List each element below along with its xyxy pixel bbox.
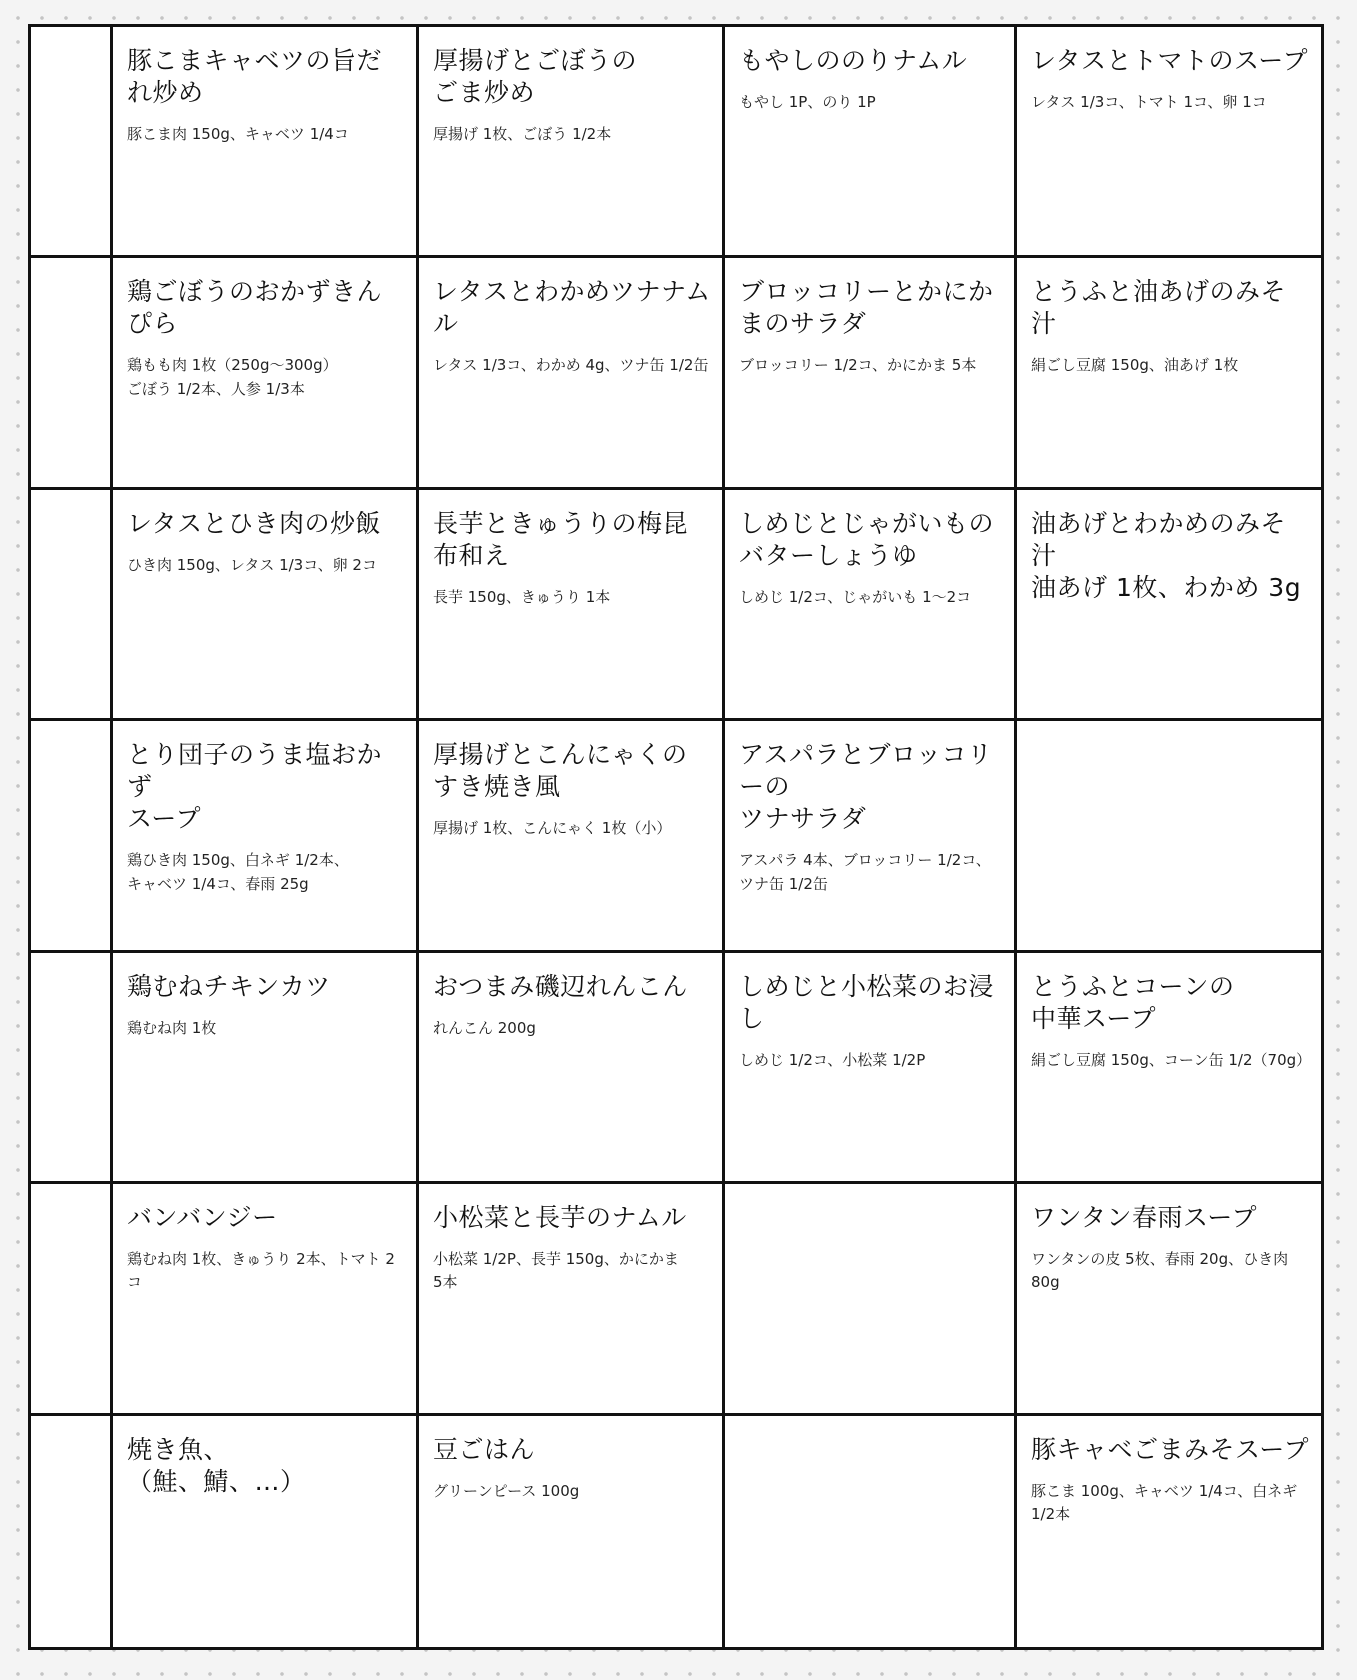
dish-title: ブロッコリーとかにかまのサラダ <box>739 277 994 339</box>
empty-dish-cell <box>1017 721 1321 952</box>
row-label-cell <box>31 721 113 952</box>
dish-cell <box>113 1184 419 1415</box>
dish-title: 豚キャベごまみそスープ <box>1031 1434 1310 1464</box>
dish-ingredients: 絹ごし豆腐 150g、コーン缶 1/2（70g） <box>1031 1050 1312 1069</box>
dish-title: 厚揚げとごぼうの ごま炒め <box>433 46 638 107</box>
dish-title: とうふとコーンの 中華スープ <box>1031 971 1235 1033</box>
dish-ingredients: しめじ 1/2コ、じゃがいも 1～2コ <box>739 587 972 606</box>
dish-ingredients: ワンタンの皮 5枚、春雨 20g、ひき肉 80g <box>1031 1250 1289 1292</box>
dish-cell <box>419 27 725 258</box>
dish-ingredients: 厚揚げ 1枚、ごぼう 1/2本 <box>433 125 612 143</box>
dish-ingredients: れんこん 200g <box>433 1018 536 1037</box>
dish-title: しめじと小松菜のお浸し <box>739 971 995 1033</box>
dish-ingredients: 絹ごし豆腐 150g、油あげ 1枚 <box>1031 356 1239 375</box>
dish-title: バンバンジー <box>127 1203 278 1233</box>
dish-ingredients: 厚揚げ 1枚、こんにゃく 1枚（小） <box>433 819 672 838</box>
dish-ingredients: 鶏むね肉 1枚、きゅうり 2本、トマト 2コ <box>127 1250 395 1292</box>
dish-ingredients: 鶏ひき肉 150g、白ネギ 1/2本、 キャベツ 1/4コ、春雨 25g <box>127 851 349 893</box>
dish-cell <box>1017 27 1321 258</box>
dish-cell <box>1017 953 1321 1184</box>
dish-cell <box>419 490 725 721</box>
dish-title: ワンタン春雨スープ <box>1031 1203 1258 1233</box>
dish-ingredients: アスパラ 4本、ブロッコリー 1/2コ、ツナ缶 1/2缶 <box>739 851 991 893</box>
empty-dish-cell <box>725 1416 1017 1647</box>
dish-ingredients: 鶏むね肉 1枚 <box>127 1018 217 1037</box>
dish-title: 豚こまキャベツの旨だれ炒め <box>127 46 383 107</box>
empty-dish-cell <box>725 1184 1017 1415</box>
dish-cell <box>419 721 725 952</box>
dish-ingredients: しめじ 1/2コ、小松菜 1/2P <box>739 1050 926 1069</box>
dish-cell <box>725 27 1017 258</box>
dish-cell <box>419 1416 725 1647</box>
dish-cell <box>725 490 1017 721</box>
dish-cell <box>113 721 419 952</box>
dish-cell <box>113 27 419 258</box>
dish-cell <box>725 258 1017 489</box>
row-label-cell <box>31 258 113 489</box>
row-label-cell <box>31 1416 113 1647</box>
dish-cell <box>725 721 1017 952</box>
dish-ingredients: レタス 1/3コ、トマト 1コ、卵 1コ <box>1031 93 1267 111</box>
dish-title: アスパラとブロッコリーの ツナサラダ <box>739 740 993 834</box>
dish-cell <box>113 490 419 721</box>
dish-cell <box>419 953 725 1184</box>
dish-title: 油あげとわかめのみそ汁 油あげ 1枚、わかめ 3g <box>1031 508 1302 602</box>
dish-ingredients: レタス 1/3コ、わかめ 4g、ツナ缶 1/2缶 <box>433 356 709 375</box>
dish-cell <box>419 1184 725 1415</box>
dish-cell <box>113 258 419 489</box>
dish-ingredients: 鶏もも肉 1枚（250g～300g） ごぼう 1/2本、人参 1/3本 <box>127 356 338 398</box>
dish-cell <box>113 953 419 1184</box>
row-label-cell <box>31 953 113 1184</box>
dish-title: もやしののりナムル <box>739 46 968 75</box>
dish-ingredients: 長芋 150g、きゅうり 1本 <box>433 587 611 606</box>
dish-title: レタスとトマトのスープ <box>1031 46 1309 75</box>
dish-title: 豆ごはん <box>433 1434 536 1464</box>
dish-title: しめじとじゃがいものバターしょうゆ <box>739 508 995 570</box>
row-label-cell <box>31 1184 113 1415</box>
dish-ingredients: もやし 1P、のり 1P <box>739 93 876 111</box>
dish-title: レタスとわかめツナナムル <box>433 277 711 339</box>
dish-cell <box>1017 1184 1321 1415</box>
dish-title: とうふと油あげのみそ汁 <box>1031 277 1287 339</box>
dish-title: 長芋ときゅうりの梅昆布和え <box>433 508 689 570</box>
dish-title: レタスとひき肉の炒飯 <box>127 508 382 538</box>
row-label-cell <box>31 490 113 721</box>
dish-title: 焼き魚、 （鮭、鯖、…） <box>127 1434 306 1496</box>
dish-title: 鶏むねチキンカツ <box>127 971 331 1001</box>
dish-ingredients: ブロッコリー 1/2コ、かにかま 5本 <box>739 356 977 375</box>
dish-ingredients: ひき肉 150g、レタス 1/3コ、卵 2コ <box>127 555 377 574</box>
dish-cell <box>1017 1416 1321 1647</box>
dish-cell <box>1017 258 1321 489</box>
row-label-cell <box>31 27 113 258</box>
menu-grid <box>28 24 1324 1650</box>
dish-cell <box>419 258 725 489</box>
dish-cell <box>113 1416 419 1647</box>
dish-title: 鶏ごぼうのおかずきんぴら <box>127 277 383 339</box>
dish-title: おつまみ磯辺れんこん <box>433 971 688 1001</box>
dish-title: とり団子のうま塩おかず スープ <box>127 740 383 834</box>
dish-title: 小松菜と長芋のナムル <box>433 1203 687 1233</box>
dish-ingredients: 小松菜 1/2P、長芋 150g、かにかま 5本 <box>433 1250 679 1292</box>
dish-title: 厚揚げとこんにゃくの すき焼き風 <box>433 740 688 802</box>
dish-cell <box>1017 490 1321 721</box>
dish-ingredients: 豚こま肉 150g、キャベツ 1/4コ <box>127 125 349 143</box>
dish-ingredients: グリーンピース 100g <box>433 1481 580 1500</box>
dish-ingredients: 豚こま 100g、キャベツ 1/4コ、白ネギ 1/2本 <box>1031 1481 1298 1523</box>
dish-cell <box>725 953 1017 1184</box>
